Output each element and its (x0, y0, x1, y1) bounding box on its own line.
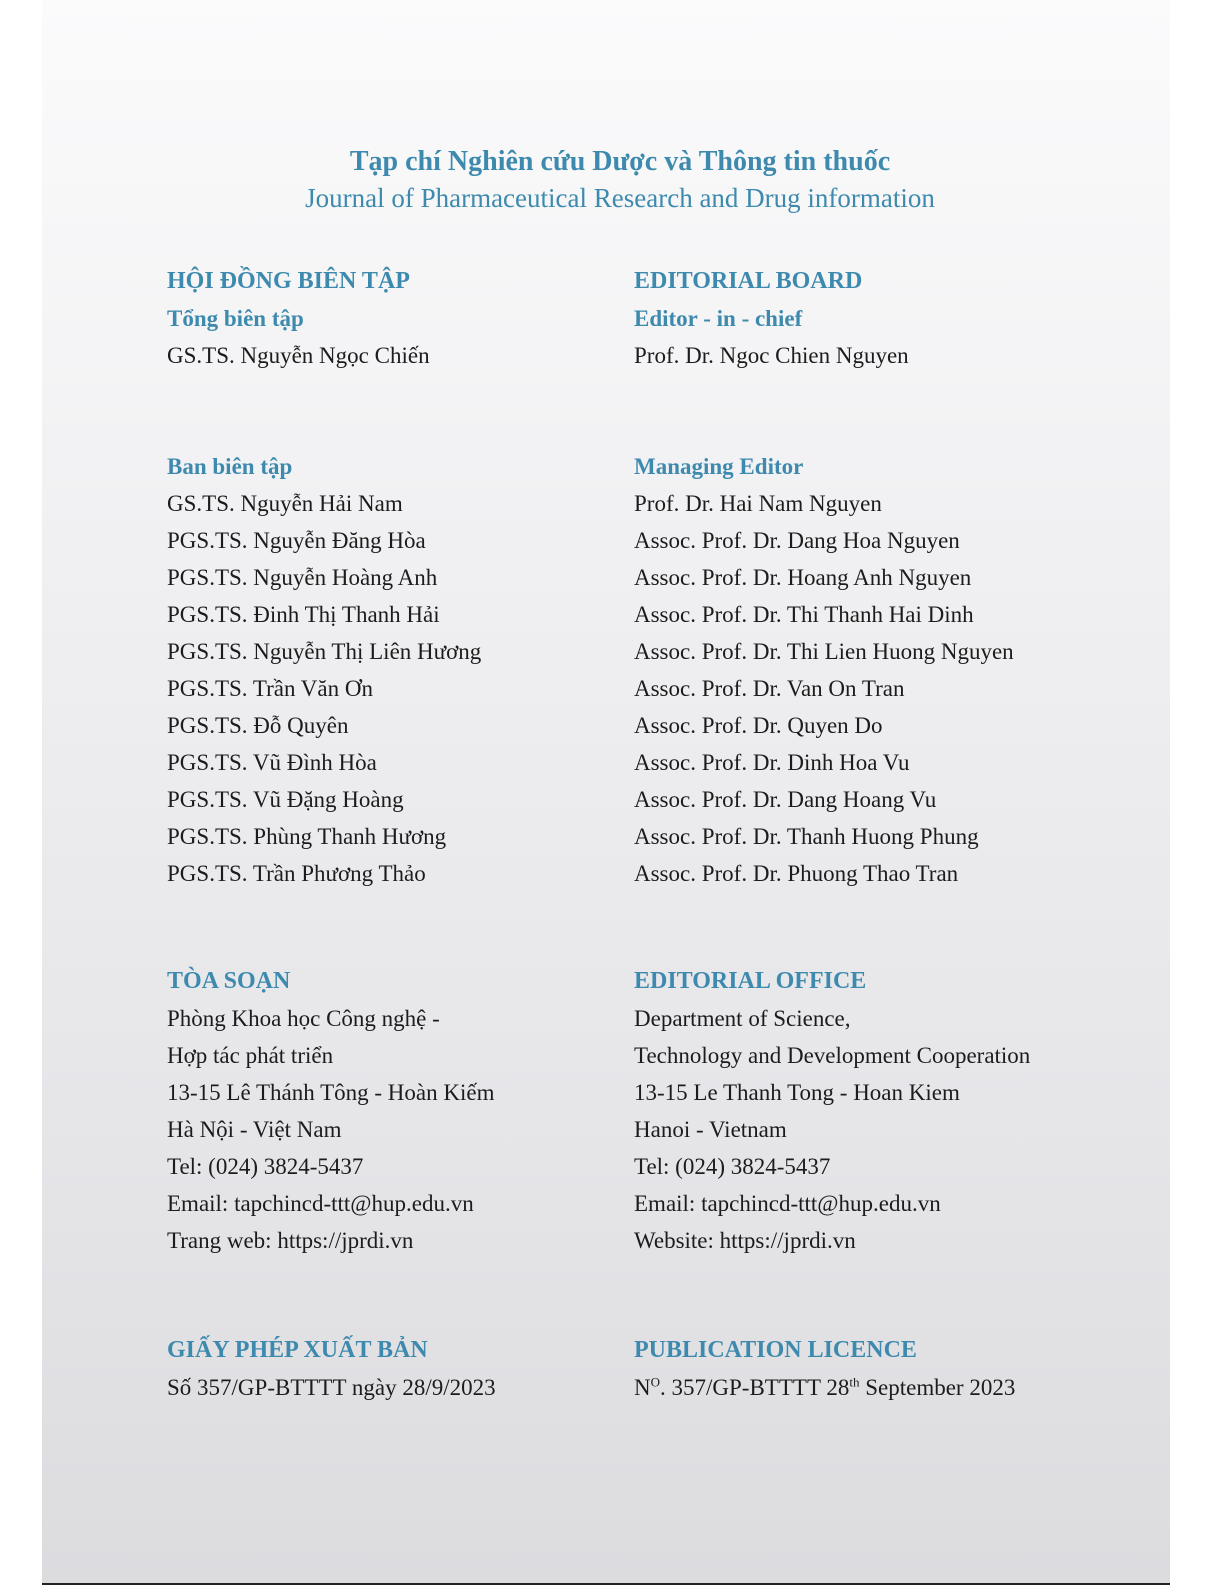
member-name: PGS.TS. Đỗ Quyên (167, 713, 349, 738)
member-name: Assoc. Prof. Dr. Dinh Hoa Vu (634, 750, 910, 775)
licence-number: . 357/GP-BTTTT 28 (660, 1375, 850, 1400)
page (42, 0, 1170, 1585)
licence-section-en (634, 1332, 1134, 1406)
board-section-vn (167, 263, 607, 374)
member-name: Assoc. Prof. Dr. Quyen Do (634, 713, 883, 738)
office-line: Technology and Development Cooperation (634, 1043, 1031, 1068)
member-name: Assoc. Prof. Dr. Van On Tran (634, 676, 905, 701)
member-name: Assoc. Prof. Dr. Dang Hoang Vu (634, 787, 937, 812)
chief-label-en: Editor - in - chief (634, 306, 803, 331)
office-phone: Tel: (024) 3824-5437 (167, 1154, 364, 1179)
member-name: GS.TS. Nguyễn Hải Nam (167, 491, 403, 516)
member-name: PGS.TS. Vũ Đình Hòa (167, 750, 377, 775)
licence-text-en (634, 1369, 1134, 1406)
chief-name-vn: GS.TS. Nguyễn Ngọc Chiến (167, 343, 430, 368)
member-name: PGS.TS. Nguyễn Hoàng Anh (167, 565, 438, 590)
office-heading-en: EDITORIAL OFFICE (634, 968, 867, 994)
journal-title-en: Journal of Pharmaceutical Research and Drug information (305, 183, 935, 213)
office-website: Trang web: https://jprdi.vn (167, 1228, 414, 1253)
office-email: Email: tapchincd-ttt@hup.edu.vn (634, 1191, 941, 1216)
board-heading-en: EDITORIAL BOARD (634, 268, 863, 294)
office-line: Hợp tác phát triển (167, 1043, 334, 1068)
member-name: Assoc. Prof. Dr. Thanh Huong Phung (634, 824, 979, 849)
member-name: Assoc. Prof. Dr. Thi Thanh Hai Dinh (634, 602, 974, 627)
licence-day-superscript: th (849, 1374, 860, 1390)
licence-heading-vn: GIẤY PHÉP XUẤT BẢN (167, 1337, 428, 1363)
journal-title-vn: Tạp chí Nghiên cứu Dược và Thông tin thuốc (349, 146, 891, 177)
licence-text-vn: Số 357/GP-BTTTT ngày 28/9/2023 (167, 1375, 496, 1400)
office-line: 13-15 Lê Thánh Tông - Hoàn Kiếm (167, 1080, 495, 1105)
office-line: Hà Nội - Việt Nam (167, 1117, 342, 1142)
office-heading-vn: TÒA SOẠN (167, 968, 291, 994)
managing-section-en (634, 448, 1134, 892)
member-name: Assoc. Prof. Dr. Phuong Thao Tran (634, 861, 959, 886)
board-heading-vn: HỘI ĐỒNG BIÊN TẬP (167, 268, 410, 294)
member-name: Assoc. Prof. Dr. Thi Lien Huong Nguyen (634, 639, 1014, 664)
board-section-en (634, 263, 1134, 374)
licence-prefix: N (634, 1375, 651, 1400)
office-line: Hanoi - Vietnam (634, 1117, 787, 1142)
member-name: Assoc. Prof. Dr. Hoang Anh Nguyen (634, 565, 972, 590)
member-name: PGS.TS. Vũ Đặng Hoàng (167, 787, 404, 812)
member-name: PGS.TS. Nguyễn Thị Liên Hương (167, 639, 482, 664)
member-name: PGS.TS. Trần Phương Thảo (167, 861, 426, 886)
journal-masthead (42, 143, 1198, 215)
chief-name-en: Prof. Dr. Ngoc Chien Nguyen (634, 343, 909, 368)
office-email: Email: tapchincd-ttt@hup.edu.vn (167, 1191, 474, 1216)
member-name: PGS.TS. Nguyễn Đăng Hòa (167, 528, 426, 553)
managing-section-vn (167, 448, 607, 892)
licence-heading-en: PUBLICATION LICENCE (634, 1337, 917, 1363)
member-name: PGS.TS. Đinh Thị Thanh Hải (167, 602, 440, 627)
office-line: 13-15 Le Thanh Tong - Hoan Kiem (634, 1080, 960, 1105)
office-section-vn (167, 963, 607, 1259)
member-name: PGS.TS. Trần Văn Ơn (167, 676, 373, 701)
member-name: PGS.TS. Phùng Thanh Hương (167, 824, 447, 849)
managing-label-en: Managing Editor (634, 454, 804, 479)
licence-date-rest: September 2023 (859, 1375, 1016, 1400)
office-line: Department of Science, (634, 1006, 851, 1031)
managing-label-vn: Ban biên tập (167, 454, 293, 479)
licence-prefix-superscript: O (650, 1374, 661, 1390)
office-website: Website: https://jprdi.vn (634, 1228, 856, 1253)
member-name: Assoc. Prof. Dr. Dang Hoa Nguyen (634, 528, 960, 553)
office-section-en (634, 963, 1134, 1259)
chief-label-vn: Tổng biên tập (167, 306, 304, 331)
office-phone: Tel: (024) 3824-5437 (634, 1154, 831, 1179)
member-name: Prof. Dr. Hai Nam Nguyen (634, 491, 882, 516)
licence-section-vn (167, 1332, 607, 1406)
office-line: Phòng Khoa học Công nghệ - (167, 1006, 440, 1031)
